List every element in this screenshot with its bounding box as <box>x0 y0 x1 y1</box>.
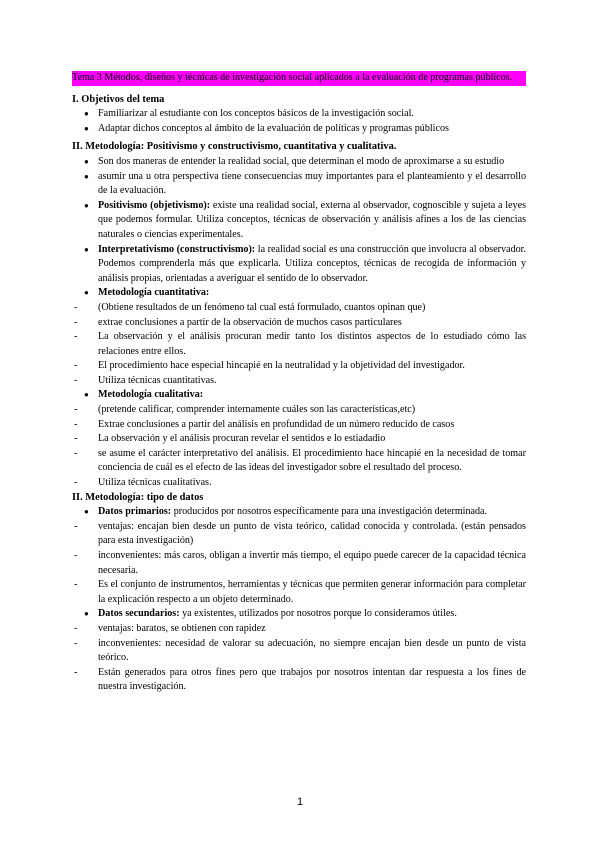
dash-item: - La observación y el análisis procuran revelar el sentidos e lo estiadadio <box>72 432 526 447</box>
dash-item: - Extrae conclusiones a partir del análisis en profundidad de un número reducido de casos <box>72 418 526 433</box>
list-item-interpretativismo <box>72 243 526 287</box>
dash-item: - ventajas: baratos, se obtienen con rapidez <box>72 622 526 637</box>
dash-item: - se asume el carácter interpretativo del análisis. El procedimiento hace hincapié en la necesidad de tomar conciencia de cuál es el efecto de las ideas del investigador sobre el resultado del proceso. <box>72 447 526 476</box>
dash-item: - ventajas: encajan bien desde un punto de vista teórico, calidad conocida y controlada. (están pensados para esta investigación) <box>72 520 526 549</box>
dash-item: - Están generados para otros fines pero que trabajos por nosotros intentan dar respuesta a los fines de nuestra investigación. <box>72 666 526 695</box>
term-text: existe una realidad social, externa al observador, cognoscible y sujeta a leyes que podemos formular. Utiliza conceptos, técnicas de observación y análisis afines a los de las ciencias naturales o ciencias experimentales. <box>98 199 526 240</box>
dash-item: - La observación y el análisis procuran medir tanto los distintos aspectos de lo estudiado cómo las relaciones entre ellos. <box>72 330 526 359</box>
term-label: Datos primarios: <box>98 506 172 518</box>
list-item-cualitativa <box>72 388 526 403</box>
dash-item: - extrae conclusiones a partir de la observación de muchos casos particulares <box>72 316 526 331</box>
dash-item: - inconvenientes: necesidad de valorar su adecuación, no siempre encajan bien desde un punto de vista teórico. <box>72 637 526 666</box>
section-1-heading: I. Objetivos del tema <box>72 93 165 105</box>
term-label: Positivismo (objetivismo): <box>98 199 211 211</box>
list-item: ● Son dos maneras de entender la realidad social, que determinan el modo de aproximarse a su estudio <box>72 155 526 170</box>
list-item: ● Familiarizar al estudiante con los conceptos básicos de la investigación social. <box>72 107 526 122</box>
list-item-positivismo <box>72 199 526 243</box>
title-text: Tema 3 Métodos, diseños y técnicas de investigación social aplicados a la evaluación de programas públicos. <box>72 72 513 83</box>
list-item-cuantitativa <box>72 286 526 301</box>
dash-item: - (pretende calificar, comprender internamente cuáles son las características,etc) <box>72 403 526 418</box>
dash-item: - Es el conjunto de instrumentos, herramientas y técnicas que permiten generar información para completar la explicación respecto a un objeto determinado. <box>72 578 526 607</box>
list-item-datos-primarios <box>72 505 526 520</box>
term-text: ya existentes, utilizados por nosotros porque lo consideramos útiles. <box>179 608 457 620</box>
term-label: Datos secundarios: <box>98 608 180 620</box>
dash-item: - Utiliza técnicas cuantitativas. <box>72 374 526 389</box>
term-text: la realidad social es una construcción que involucra al observador. Podemos comprenderla más que explicarla. Utiliza conceptos, técnicas de recogida de información y análisis propias, orientadas a averiguar el sentido de lo observador. <box>98 243 526 284</box>
section-2-heading: II. Metodología: Positivismo y constructivismo, cuantitativa y cualitativa. <box>72 141 397 153</box>
term-label: Metodología cuantitativa: <box>98 287 210 299</box>
dash-item: - Utiliza técnicas cualitativas. <box>72 476 526 491</box>
list-item-datos-secundarios <box>72 607 526 622</box>
list-item: ● Adaptar dichos conceptos al ámbito de la evaluación de políticas y programas públicos <box>72 122 526 137</box>
section-1-list <box>72 107 526 136</box>
section-3-list <box>72 505 526 695</box>
dash-item: - El procedimiento hace especial hincapié en la neutralidad y la objetividad del investigador. <box>72 359 526 374</box>
section-3-heading: II. Metodología: tipo de datos <box>72 491 204 503</box>
list-item: ● asumir una u otra perspectiva tiene consecuencias muy importantes para el planteamiento y el desarrollo de la evaluación. <box>72 170 526 199</box>
dash-item: - (Obtiene resultados de un fenómeno tal cual está formulado, cuantos opinan que) <box>72 301 526 316</box>
term-label: Metodología cualitativa: <box>98 389 204 401</box>
term-text: producidos por nosotros específicamente para una investigación determinada. <box>171 506 488 518</box>
term-label: Interpretativismo (constructivismo): <box>98 243 256 255</box>
page-content <box>72 71 526 695</box>
document-title <box>72 71 526 86</box>
dash-item: - inconvenientes: más caros, obligan a invertir más tiempo, el equipo puede carecer de la capacidad técnica necesaria. <box>72 549 526 578</box>
section-2-list <box>72 155 526 491</box>
page-number: 1 <box>296 796 304 808</box>
